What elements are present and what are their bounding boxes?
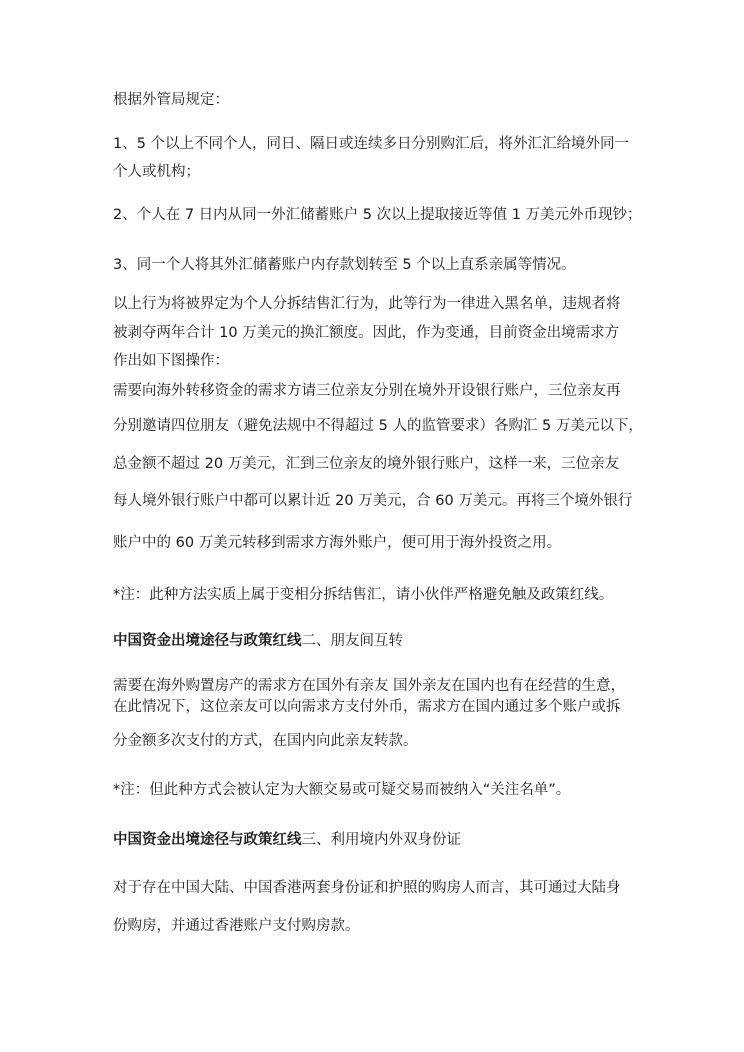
method-3-line-2: 份购房，并通过香港账户支付购房款。	[113, 918, 360, 934]
method-3-line-1: 对于存在中国大陆、中国香港两套身份证和护照的购房人而言，其可通过大陆身	[113, 880, 621, 896]
rule-2: 2、个人在 7 日内从同一外汇储蓄账户 5 次以上提取接近等值 1 万美元外币现钞；	[113, 207, 642, 223]
method-1-line-1: 需要向海外转移资金的需求方请三位亲友分别在境外开设银行账户，三位亲友再	[113, 383, 621, 399]
method-2-line-2: 在此情况下，这位亲友可以向需求方支付外币，需求方在国内通过多个账户或拆	[113, 699, 621, 715]
method-2-line-3: 分金额多次支付的方式，在国内向此亲友转款。	[113, 733, 418, 749]
rule-1-line-1: 1、5 个以上不同个人，同日、隔日或连续多日分别购汇后，将外汇汇给境外同一	[113, 136, 630, 152]
section-2-subtitle: 二、朋友间互转	[301, 633, 403, 649]
section-3-subtitle: 三、利用境内外双身份证	[301, 832, 461, 848]
intro-text: 根据外管局规定：	[113, 92, 229, 108]
method-2-line-1: 需要在海外购置房产的需求方在国外有亲友 国外亲友在国内也有在经营的生意，	[113, 678, 626, 694]
section-3-heading	[113, 830, 461, 850]
penalty-line-1: 以上行为将被界定为个人分拆结售汇行为，此等行为一律进入黑名单，违规者将	[113, 296, 621, 312]
note-1: *注：此种方法实质上属于变相分拆结售汇，请小伙伴严格避免触及政策红线。	[113, 587, 614, 603]
method-1-line-2: 分别邀请四位朋友（避免法规中不得超过 5 人的监管要求）各购汇 5 万美元以下，	[113, 418, 643, 434]
method-1-line-4: 每人境外银行账户中都可以累计近 20 万美元，合 60 万美元。再将三个境外银行	[113, 493, 633, 509]
penalty-line-3: 作出如下图操作：	[113, 353, 229, 369]
section-2-bold-title: 中国资金出境途径与政策红线	[113, 633, 302, 649]
rule-3: 3、同一个人将其外汇储蓄账户内存款划转至 5 个以上直系亲属等情况。	[113, 257, 576, 273]
section-3-bold-title: 中国资金出境途径与政策红线	[113, 832, 302, 848]
penalty-line-2: 被剥夺两年合计 10 万美元的换汇额度。因此，作为变通，目前资金出境需求方	[113, 325, 620, 341]
section-2-heading	[113, 631, 403, 651]
note-2: *注：但此种方式会被认定为大额交易或可疑交易而被纳入“关注名单”。	[113, 782, 571, 798]
rule-1-line-2: 个人或机构；	[113, 164, 200, 180]
method-1-line-5: 账户中的 60 万美元转移到需求方海外账户，便可用于海外投资之用。	[113, 535, 562, 551]
method-1-line-3: 总金额不超过 20 万美元，汇到三位亲友的境外银行账户，这样一来，三位亲友	[113, 456, 620, 472]
